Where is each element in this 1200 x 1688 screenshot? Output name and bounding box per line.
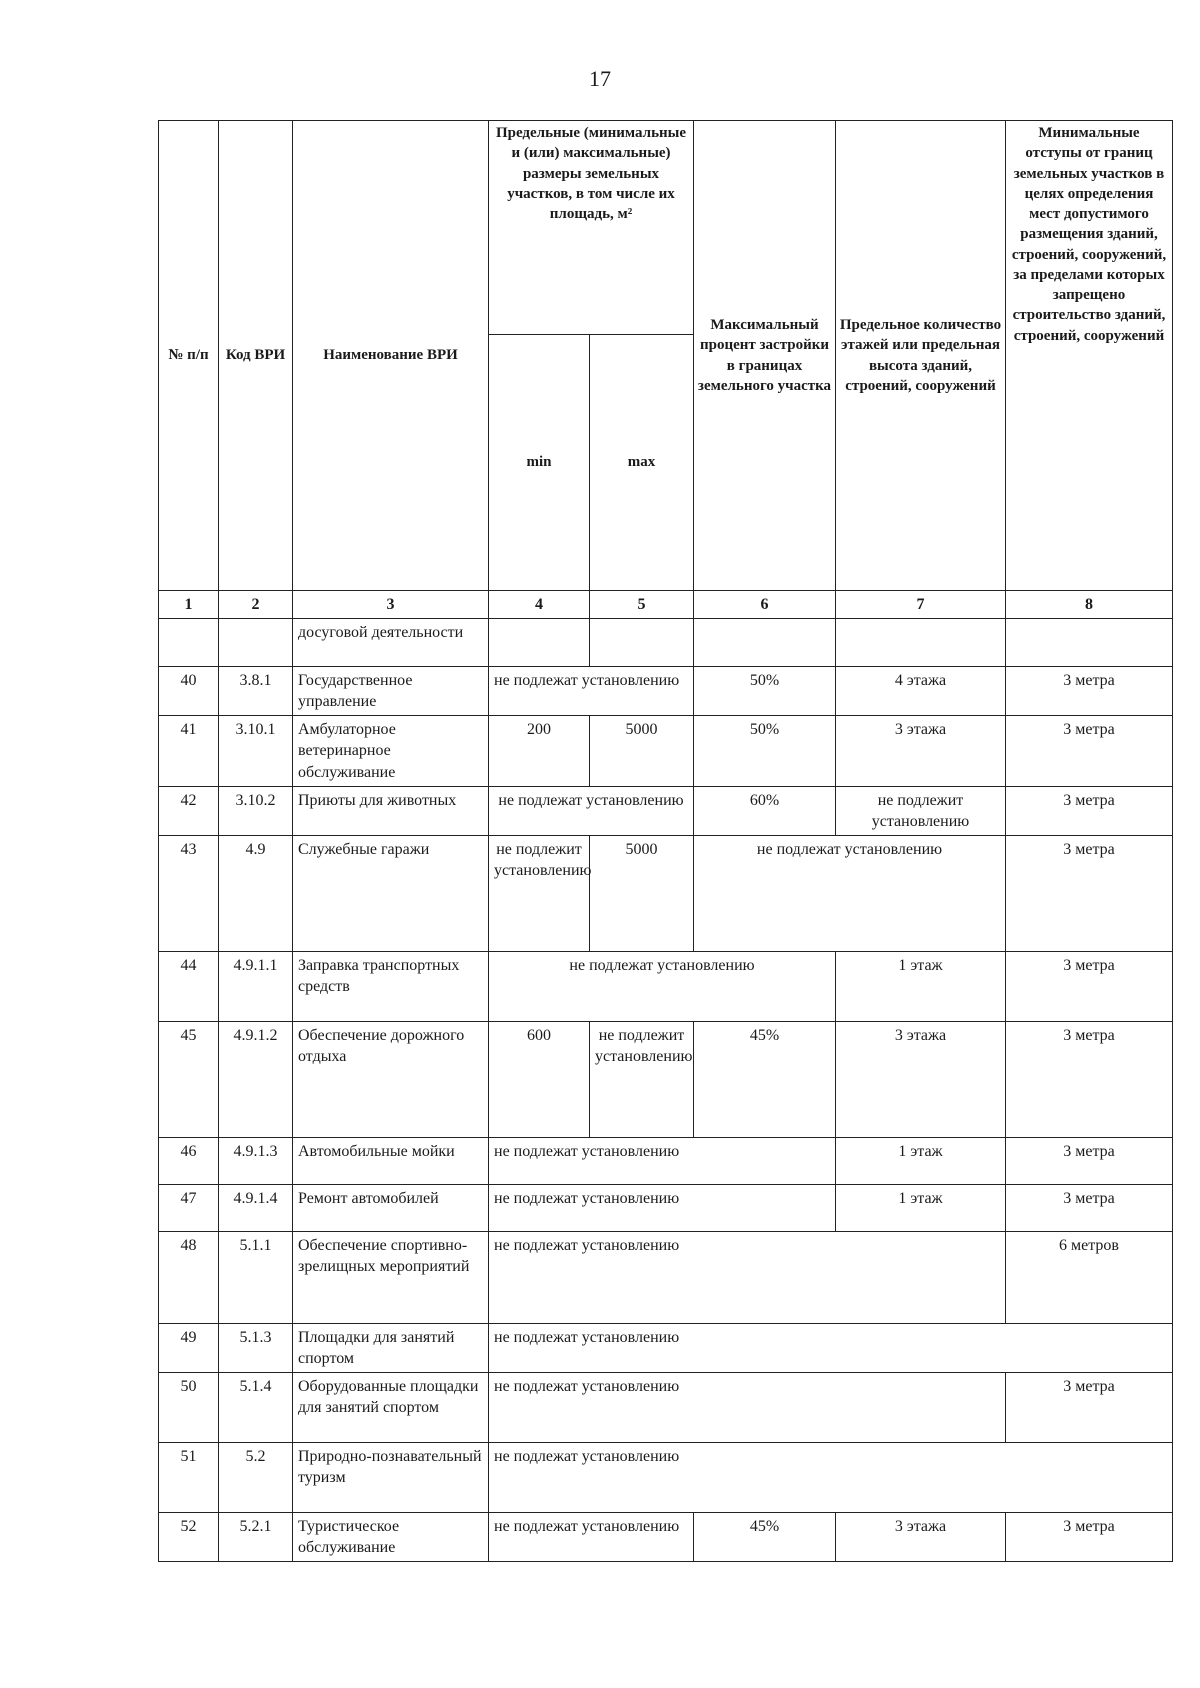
cell-setback: 3 метра xyxy=(1006,667,1173,716)
header-name: Наименование ВРИ xyxy=(293,121,489,591)
cell-setback: 3 метра xyxy=(1006,786,1173,835)
cell-percent: 45% xyxy=(694,1021,836,1137)
cell-name: Площадки для занятий спортом xyxy=(293,1323,489,1372)
cell-floors: 4 этажа xyxy=(836,667,1006,716)
column-number: 8 xyxy=(1006,591,1173,619)
cell-min: 600 xyxy=(489,1021,590,1137)
cell-floors: 3 этажа xyxy=(836,1513,1006,1562)
cell-num: 52 xyxy=(159,1513,219,1562)
regulations-table xyxy=(158,120,1173,1562)
table-row xyxy=(159,1231,1173,1323)
column-number-row xyxy=(159,591,1173,619)
table-row xyxy=(159,1137,1173,1184)
cell-name: Автомобильные мойки xyxy=(293,1137,489,1184)
cell-code: 3.10.2 xyxy=(219,786,293,835)
cell-name: Обеспечение спортивно-зрелищных мероприятий xyxy=(293,1231,489,1323)
cell-floors: не подлежит установлению xyxy=(836,786,1006,835)
cell-sizes: не подлежат установлению xyxy=(489,786,694,835)
cell-setback: 3 метра xyxy=(1006,1373,1173,1443)
cell-num: 51 xyxy=(159,1443,219,1513)
cell-name: Туристическое обслуживание xyxy=(293,1513,489,1562)
cell-all-parameters: не подлежат установлению xyxy=(489,1323,1173,1372)
cell-setback: 3 метра xyxy=(1006,1137,1173,1184)
cell-name: Обеспечение дорожного отдыха xyxy=(293,1021,489,1137)
cell-name: досуговой деятельности xyxy=(293,619,489,667)
cell-min: 200 xyxy=(489,716,590,786)
cell-num: 42 xyxy=(159,786,219,835)
cell-num: 40 xyxy=(159,667,219,716)
cell-num: 45 xyxy=(159,1021,219,1137)
cell-code: 5.1.4 xyxy=(219,1373,293,1443)
cell-sizes-percent: не подлежат установлению xyxy=(489,1137,836,1184)
cell-code: 5.1.1 xyxy=(219,1231,293,1323)
cell-floors xyxy=(836,619,1006,667)
cell-name: Ремонт автомобилей xyxy=(293,1184,489,1231)
cell-name: Оборудованные площадки для занятий спортом xyxy=(293,1373,489,1443)
cell-min xyxy=(489,619,590,667)
cell-percent-floors: не подлежат установлению xyxy=(694,835,1006,951)
cell-sizes: не подлежат установлению xyxy=(489,1513,694,1562)
cell-sizes-percent: не подлежат установлению xyxy=(489,951,836,1021)
cell-num: 48 xyxy=(159,1231,219,1323)
table-row xyxy=(159,1323,1173,1372)
cell-sizes-floors: не подлежат установлению xyxy=(489,1373,1006,1443)
cell-num: 46 xyxy=(159,1137,219,1184)
table-row xyxy=(159,1373,1173,1443)
cell-max: 5000 xyxy=(590,835,694,951)
column-number: 5 xyxy=(590,591,694,619)
table-row xyxy=(159,1184,1173,1231)
table-row xyxy=(159,667,1173,716)
cell-floors: 3 этажа xyxy=(836,716,1006,786)
table-row xyxy=(159,835,1173,951)
table-row xyxy=(159,951,1173,1021)
header-sizes: Предельные (минимальные и (или) максимальные) размеры земельных участков, в том числе их площадь, м² xyxy=(489,121,694,335)
column-number: 7 xyxy=(836,591,1006,619)
header-min: min xyxy=(489,335,590,591)
cell-sizes-floors: не подлежат установлению xyxy=(489,1231,1006,1323)
cell-num xyxy=(159,619,219,667)
cell-num: 49 xyxy=(159,1323,219,1372)
page-number: 17 xyxy=(589,66,611,91)
cell-setback: 3 метра xyxy=(1006,835,1173,951)
cell-setback: 3 метра xyxy=(1006,1021,1173,1137)
table-row xyxy=(159,1021,1173,1137)
table-row xyxy=(159,1443,1173,1513)
cell-percent: 45% xyxy=(694,1513,836,1562)
cell-code: 5.2 xyxy=(219,1443,293,1513)
cell-max xyxy=(590,619,694,667)
cell-name: Приюты для животных xyxy=(293,786,489,835)
cell-max: 5000 xyxy=(590,716,694,786)
column-number: 2 xyxy=(219,591,293,619)
header-percent: Максимальный процент застройки в границах земельного участка xyxy=(694,121,836,591)
column-number: 1 xyxy=(159,591,219,619)
cell-code: 3.10.1 xyxy=(219,716,293,786)
cell-code: 3.8.1 xyxy=(219,667,293,716)
cell-percent: 60% xyxy=(694,786,836,835)
table-row xyxy=(159,1513,1173,1562)
cell-setback: 3 метра xyxy=(1006,716,1173,786)
cell-max: не подлежит установлению xyxy=(590,1021,694,1137)
cell-code: 5.1.3 xyxy=(219,1323,293,1372)
table-row xyxy=(159,619,1173,667)
header-floors: Предельное количество этажей или предельная высота зданий, строений, сооружений xyxy=(836,121,1006,591)
cell-floors: 1 этаж xyxy=(836,1184,1006,1231)
cell-floors: 3 этажа xyxy=(836,1021,1006,1137)
cell-name: Служебные гаражи xyxy=(293,835,489,951)
cell-code: 4.9.1.3 xyxy=(219,1137,293,1184)
cell-sizes-percent: не подлежат установлению xyxy=(489,1184,836,1231)
cell-percent: 50% xyxy=(694,667,836,716)
cell-num: 44 xyxy=(159,951,219,1021)
cell-num: 41 xyxy=(159,716,219,786)
header-row xyxy=(159,121,1173,335)
cell-setback: 3 метра xyxy=(1006,1513,1173,1562)
header-max: max xyxy=(590,335,694,591)
column-number: 3 xyxy=(293,591,489,619)
cell-setback: 3 метра xyxy=(1006,951,1173,1021)
cell-sizes: не подлежат установлению xyxy=(489,667,694,716)
cell-floors: 1 этаж xyxy=(836,1137,1006,1184)
table-row xyxy=(159,786,1173,835)
cell-name: Государственное управление xyxy=(293,667,489,716)
cell-num: 47 xyxy=(159,1184,219,1231)
cell-name: Природно-познавательный туризм xyxy=(293,1443,489,1513)
cell-code: 5.2.1 xyxy=(219,1513,293,1562)
cell-min: не подлежит установлению xyxy=(489,835,590,951)
cell-floors: 1 этаж xyxy=(836,951,1006,1021)
cell-code: 4.9.1.2 xyxy=(219,1021,293,1137)
cell-percent: 50% xyxy=(694,716,836,786)
table-row xyxy=(159,716,1173,786)
cell-setback: 6 метров xyxy=(1006,1231,1173,1323)
header-num: № п/п xyxy=(159,121,219,591)
cell-percent xyxy=(694,619,836,667)
cell-name: Амбулаторное ветеринарное обслуживание xyxy=(293,716,489,786)
column-number: 6 xyxy=(694,591,836,619)
cell-name: Заправка транспортных средств xyxy=(293,951,489,1021)
cell-all-parameters: не подлежат установлению xyxy=(489,1443,1173,1513)
cell-code xyxy=(219,619,293,667)
cell-setback: 3 метра xyxy=(1006,1184,1173,1231)
column-number: 4 xyxy=(489,591,590,619)
cell-code: 4.9.1.1 xyxy=(219,951,293,1021)
cell-num: 43 xyxy=(159,835,219,951)
cell-num: 50 xyxy=(159,1373,219,1443)
cell-setback xyxy=(1006,619,1173,667)
header-code: Код ВРИ xyxy=(219,121,293,591)
header-setbacks: Минимальные отступы от границ земельных участков в целях определения мест допустимого размещения зданий, строений, сооружений, за пределами которых запрещено строительство зданий, строений, сооружений xyxy=(1006,121,1173,591)
cell-code: 4.9.1.4 xyxy=(219,1184,293,1231)
cell-code: 4.9 xyxy=(219,835,293,951)
